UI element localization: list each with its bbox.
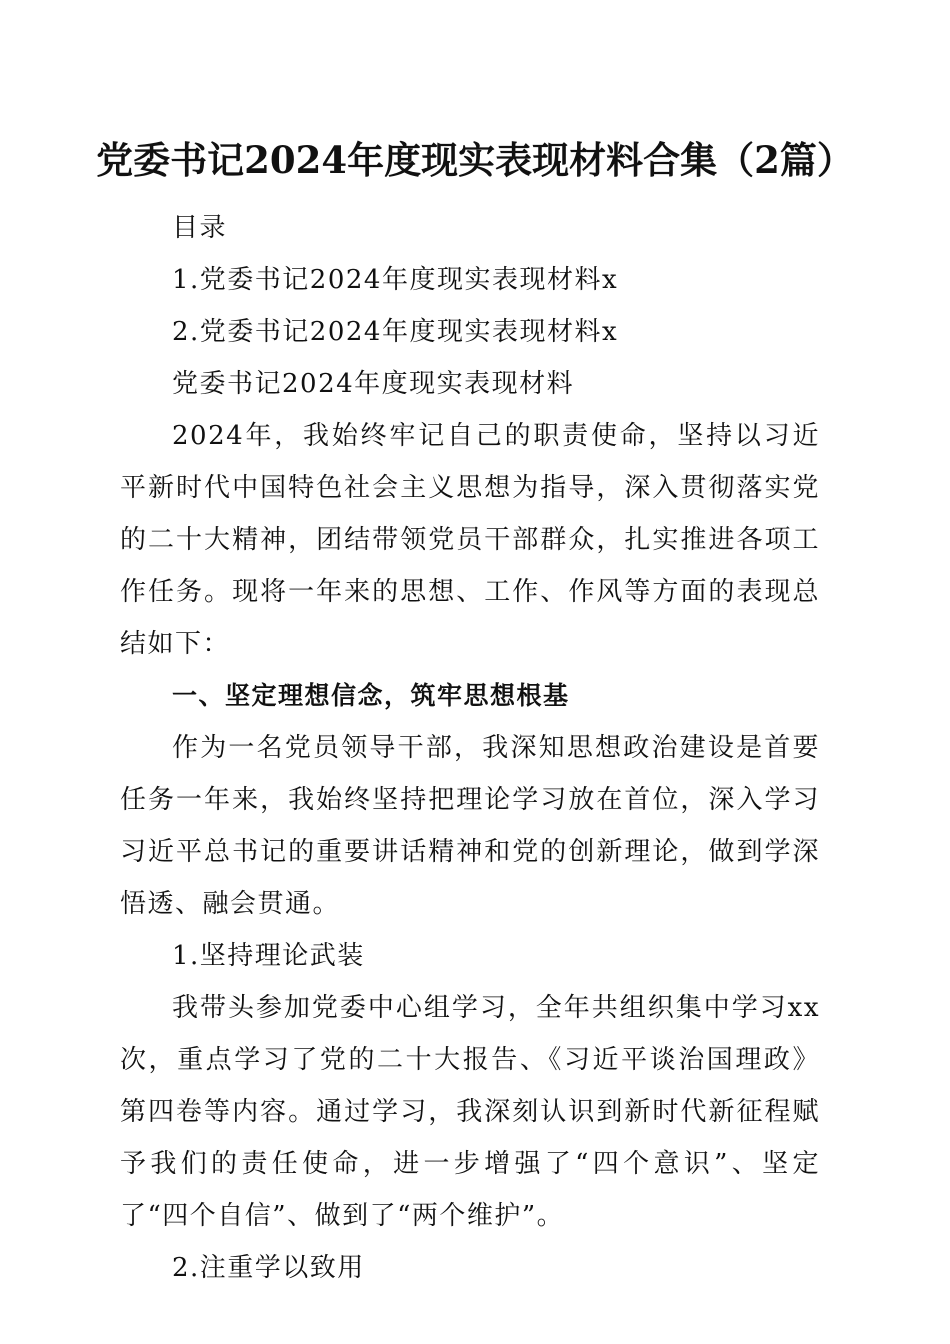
article-title: 党委书记2024年度现实表现材料 (172, 369, 575, 399)
section-1-heading: 一、坚定理想信念，筑牢思想根基 (172, 681, 570, 710)
subsection-1-paragraph: 我带头参加党委中心组学习，全年共组织集中学习xx次，重点学习了党的二十大报告、《习近平谈治国理政》第四卷等内容。通过学习，我深刻认识到新时代新征程赋予我们的责任使命，进一步增强了“四个意识”、坚定了“四个自信”、做到了“两个维护”。 (120, 993, 820, 1231)
section-1-paragraph: 作为一名党员领导干部，我深知思想政治建设是首要任务一年来，我始终坚持把理论学习放在首位，深入学习习近平总书记的重要讲话精神和党的创新理论，做到学深悟透、融会贯通。 (120, 733, 820, 919)
subsection-2-heading: 2.注重学以致用 (172, 1253, 365, 1283)
toc-heading: 目录 (172, 213, 228, 243)
document-body (120, 202, 820, 1294)
toc-item-1: 1.党委书记2024年度现实表现材料x (172, 265, 619, 295)
toc-item-2: 2.党委书记2024年度现实表现材料x (172, 317, 619, 347)
intro-paragraph: 2024年，我始终牢记自己的职责使命，坚持以习近平新时代中国特色社会主义思想为指导，深入贯彻落实党的二十大精神，团结带领党员干部群众，扎实推进各项工作任务。现将一年来的思想、工作、作风等方面的表现总结如下： (120, 421, 820, 659)
document-title: 党委书记2024年度现实表现材料合集（2篇） (96, 138, 854, 182)
subsection-1-heading: 1.坚持理论武装 (172, 941, 365, 971)
